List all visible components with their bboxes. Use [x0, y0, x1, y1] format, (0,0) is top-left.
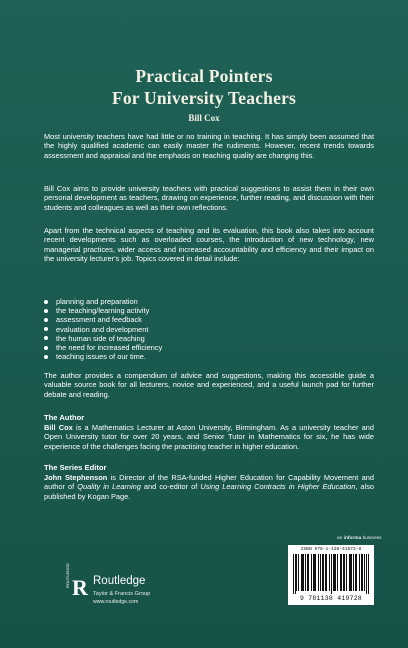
barcode-bar [349, 554, 350, 591]
barcode-bar [295, 554, 296, 594]
series-editor-heading: The Series Editor [44, 463, 107, 472]
barcode-bar [298, 554, 299, 591]
publisher-url: www.routledge.com [93, 599, 139, 605]
bullet-icon [44, 318, 48, 322]
editor-name: John Stephenson [44, 473, 108, 482]
barcode-bar [322, 554, 323, 591]
topic-item [44, 334, 374, 343]
barcode-digits: 9 781138 419728 [299, 595, 363, 602]
barcode-bar [334, 554, 335, 591]
author-byline: Bill Cox [188, 113, 220, 123]
blurb-text-2: Bill Cox aims to provide university teachers with practical suggestions to assist them in their own personal development as teachers, drawing on experience, further reading, and discussion with their students and colleagues as well as their own reflections. [44, 184, 374, 212]
barcode-bar [368, 554, 369, 594]
bullet-icon [44, 327, 48, 331]
barcode-bar [296, 554, 297, 591]
barcode-bar [355, 554, 356, 591]
barcode-bar [329, 554, 330, 591]
topic-text: teaching issues of our time. [56, 352, 146, 362]
blurb-text-1: Most university teachers have had little or no training in teaching. It has simply been assumed that the highly qualified academic can easily master the rudiments. However, recent trends towards assessment and appraisal and the emphasis on teaching quality are changing this. [44, 132, 374, 160]
topic-item [44, 315, 374, 324]
blurb-paragraph-4 [44, 371, 374, 399]
logo-letter: R [72, 575, 88, 600]
barcode-bar [302, 554, 303, 591]
barcode-bar [318, 554, 319, 591]
topic-item [44, 325, 374, 334]
barcode-bar [301, 554, 302, 591]
barcode-bar [341, 554, 342, 591]
editor-book-title: Quality in Learning [77, 482, 141, 492]
logo-vertical-text: ROUTLEDGE [65, 563, 70, 588]
informa-suffix: business [361, 536, 382, 541]
book-title-line-1: Practical Pointers [135, 66, 273, 86]
barcode-bar [344, 554, 345, 591]
topic-text: planning and preparation [56, 297, 138, 306]
topic-text: assessment and feedback [56, 315, 142, 325]
topic-text: evaluation and development [56, 324, 149, 334]
topic-item [44, 343, 374, 352]
routledge-logo-icon [65, 563, 88, 600]
barcode-bar [340, 554, 341, 591]
editor-bio-text: and co-editor of [140, 482, 201, 492]
isbn-text: ISBN 978-1-138-41972-8 [300, 547, 362, 552]
topic-item [44, 306, 374, 315]
blurb-paragraph-1 [44, 132, 374, 160]
barcode-bar [346, 554, 347, 591]
topic-text: the need for increased efficiency [56, 343, 163, 353]
barcode-bar [331, 554, 332, 594]
barcode-bar [343, 554, 344, 591]
blurb-text-4: The author provides a compendium of advice and suggestions, making this accessible guide a valuable source book for all lecturers, novice and experienced, and a useful launch pad for further debate and reading. [44, 371, 374, 399]
editor-bio-text: , also published by Kogan Page. [44, 482, 374, 501]
topics-list [44, 297, 374, 361]
barcode-bar [323, 554, 324, 591]
topic-item [44, 352, 374, 361]
author-bio [44, 423, 374, 451]
editor-book-title: Using Learning Contracts in Higher Education [200, 482, 356, 492]
topic-item [44, 297, 374, 306]
barcode-bar [333, 554, 334, 591]
publisher-group: Taylor & Francis Group [93, 591, 151, 597]
author-heading: The Author [44, 413, 85, 422]
barcode-bar [366, 554, 367, 594]
blurb-paragraph-2 [44, 184, 374, 212]
bullet-icon [44, 355, 48, 359]
barcode-bar [308, 554, 309, 591]
barcode-bars [293, 554, 369, 594]
barcode-bar [305, 554, 306, 591]
bullet-icon [44, 346, 48, 350]
barcode-bar [314, 554, 315, 591]
barcode-bar [325, 554, 326, 591]
barcode-bar [359, 554, 360, 591]
blurb-paragraph-3 [44, 226, 374, 264]
blurb-text-3: Apart from the technical aspects of teaching and its evaluation, this book also takes into account recent developments such as overloaded courses, the introduction of new technology, new managerial practices, wider access and increased accountability and efficiency and their impact on the university lecturer's job. Topics covered in detail include: [44, 226, 374, 264]
barcode-bar [353, 554, 354, 591]
barcode-bar [351, 554, 352, 591]
isbn-barcode [288, 545, 374, 605]
barcode-bar [356, 554, 357, 591]
barcode-bar [361, 554, 362, 591]
book-title-line-2: For University Teachers [111, 88, 297, 108]
author-bio-text: is a Mathematics Lecturer at Aston University, Birmingham. As a university teacher and Open University tutor for over 20 years, and Senior Tutor in Mathematics for six, he has wide experience of the challenges facing the practising teacher in higher education. [44, 423, 374, 451]
bullet-icon [44, 300, 48, 304]
barcode-bar [293, 554, 294, 594]
topic-text: the human side of teaching [56, 333, 145, 343]
author-name: Bill Cox [44, 423, 73, 432]
bullet-icon [44, 309, 48, 313]
informa-brand: informa [343, 536, 362, 541]
barcode-bar [307, 554, 308, 591]
barcode-bar [315, 554, 316, 591]
editor-bio [44, 473, 374, 501]
barcode-bar [303, 554, 304, 591]
bullet-icon [44, 336, 48, 340]
informa-prefix: an [337, 536, 344, 541]
barcode-bar [311, 554, 312, 591]
barcode-bar [362, 554, 363, 591]
barcode-bar [326, 554, 327, 591]
barcode-bar [350, 554, 351, 591]
barcode-bar [313, 554, 314, 591]
topic-text: the teaching/learning activity [56, 306, 150, 316]
informa-business-tag [337, 536, 382, 541]
publisher-name: Routledge [93, 575, 146, 587]
editor-bio-text: is Director of the RSA-funded Higher Education for Capability Movement and author of [44, 473, 374, 492]
barcode-bar [364, 554, 365, 591]
barcode-bar [337, 554, 338, 591]
barcode-bar [335, 554, 336, 591]
barcode-bar [320, 554, 321, 591]
